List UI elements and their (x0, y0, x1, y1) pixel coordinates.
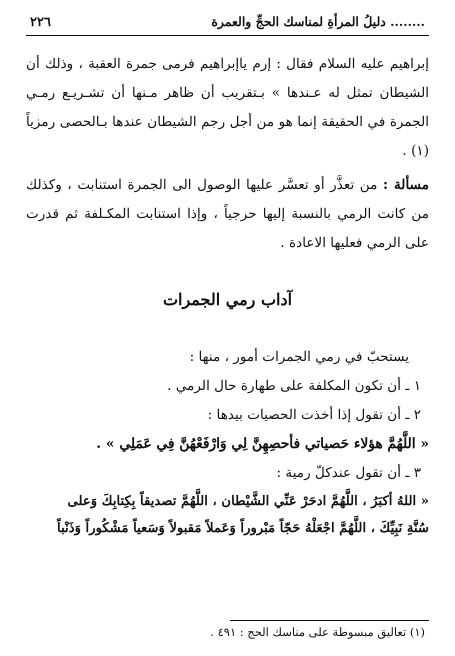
paragraph-2-line: وكذلك من كانت الرمي بالنسبة إليها حرجياً ، وإذا استنابت المكـلفة (26, 177, 429, 222)
masala-label: مسألة : (383, 177, 429, 193)
paragraph-1 (26, 50, 429, 166)
paragraph-1-line: الجمرة في الحقيقة إنما هو من أجل رجم الشيطان عندها بـالحصى (59, 114, 429, 130)
paragraph-1-line: الشيطان تمثل له عـندها » بـتقريب أن ظاهر مـنها أن تشـريـع رمـي (26, 85, 429, 101)
header-title: ........ دليلُ المرأةِ لمناسك الحجِّ والعمرة (211, 14, 425, 29)
section-heading: آداب رمي الجمرات (162, 290, 293, 309)
paragraph-2-line: من تعذَّر أو تعسَّر عليها الوصول الى الجمرة استنابت ، (67, 177, 378, 193)
paragraph-1-line: إبراهيم عليه السلام فقال : إرم ياإبراهيم فرمى جمرة العقبة ، وذلك أن (26, 56, 429, 72)
supplication-2-line: سُنَّةِ نَبِيِّكَ ، اللَّهُمَّ اجْعَلْهُ حَجّاً مَبْروراً وَعَملاً مَقبولاً وَسَعياً مَشْكُوراً وَذَنْباً (57, 521, 429, 536)
list-item-1: ١ ـ أن تكون المكلفة على طهارة حال الرمي . (167, 378, 421, 394)
etiquette-list (26, 343, 429, 542)
footnote-divider (230, 620, 429, 621)
footnote: (١) تعاليق مبسوطة على مناسك الحج : ٤٩١ . (210, 625, 425, 639)
paragraph-1-line: رمزياً (١) . (26, 114, 429, 159)
main-text (26, 50, 429, 258)
supplication-1: « اللَّهُمَّ هؤلاء حَصياتي فأحصِهِنَّ لِي وَارْفَعْهُنَّ فِي عَمَلِي » . (96, 436, 429, 452)
list-item-3: ٣ ـ أن تقول عندكلّ رمية : (276, 465, 421, 481)
paragraph-2-line: ثم قدرت على الرمي فعليها الاعادة . (26, 206, 429, 251)
paragraph-2 (26, 171, 429, 258)
list-intro: يستحبّ في رمي الجمرات أمور ، منها : (189, 349, 409, 365)
supplication-2-line: « اللهُ أكبَرُ ، اللَّهُمَّ ادحَرْ عَنِّي الشَّيْطان ، اللَّهُمَّ تصديقاً بِكِتابِكَ وَعلى (67, 494, 429, 509)
supplication-2 (26, 488, 429, 542)
list-item-2: ٢ ـ أن تقول إذا أخذت الحصيات بيدها : (207, 407, 421, 423)
page-number: ٢٢٦ (30, 15, 51, 30)
running-header (26, 14, 429, 36)
